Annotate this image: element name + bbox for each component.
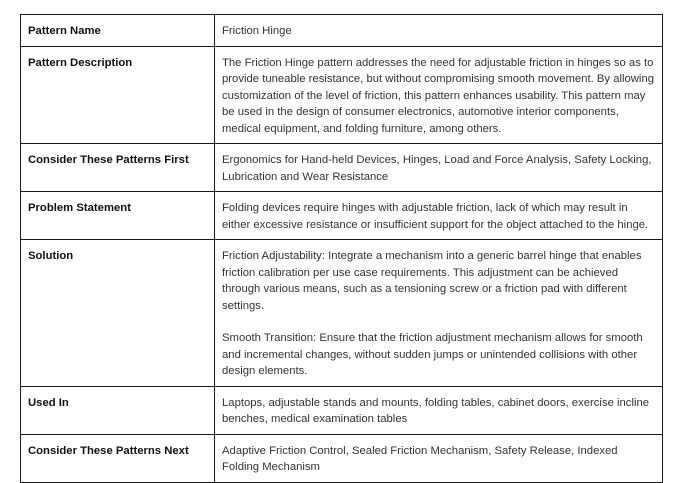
row-value xyxy=(215,192,663,240)
row-value xyxy=(215,386,663,434)
value-text: Smooth Transition: Ensure that the friction adjustment mechanism allows for smooth and incremental changes, without sudden jumps or unintended collisions with other design elements. xyxy=(222,332,643,377)
value-text: Friction Hinge xyxy=(222,25,292,37)
value-text: Folding devices require hinges with adjustable friction, lack of which may result in either excessive resistance or insufficient support for the object attached to the hinge. xyxy=(222,202,649,231)
row-consider-next xyxy=(21,434,663,482)
value-text: Adaptive Friction Control, Sealed Friction Mechanism, Safety Release, Indexed Folding Mechanism xyxy=(222,444,618,473)
row-value xyxy=(215,144,663,192)
row-label: Solution xyxy=(21,240,215,387)
row-pattern-name xyxy=(21,15,663,47)
row-label: Used In xyxy=(21,386,215,434)
row-label: Pattern Name xyxy=(21,15,215,47)
row-label: Consider These Patterns Next xyxy=(21,434,215,482)
row-pattern-description xyxy=(21,46,663,144)
row-label: Pattern Description xyxy=(21,46,215,144)
row-value xyxy=(215,15,663,47)
row-used-in xyxy=(21,386,663,434)
value-text: Friction Adjustability: Integrate a mechanism into a generic barrel hinge that enables friction calibration per use case requirements. This adjustment can be achieved through various means, such as a tensioning screw or a friction pad with different settings. xyxy=(222,250,642,312)
row-problem-statement xyxy=(21,192,663,240)
value-text: Ergonomics for Hand-held Devices, Hinges, Load and Force Analysis, Safety Locking, Lubrication and Wear Resistance xyxy=(222,154,652,183)
row-value xyxy=(215,434,663,482)
pattern-table xyxy=(20,14,663,483)
pattern-card xyxy=(20,14,663,483)
value-text: Laptops, adjustable stands and mounts, folding tables, cabinet doors, exercise incline benches, medical examination tables xyxy=(222,396,650,425)
row-value xyxy=(215,46,663,144)
value-text: The Friction Hinge pattern addresses the need for adjustable friction in hinges so as to provide tuneable resistance, but without compromising smooth movement. By allowing customization of the level of friction, this pattern enhances usability. This pattern may be used in the design of consumer electronics, automotive interior components, medical equipment, and folding furniture, among others. xyxy=(222,56,655,135)
row-consider-first xyxy=(21,144,663,192)
row-label: Problem Statement xyxy=(21,192,215,240)
row-label: Consider These Patterns First xyxy=(21,144,215,192)
row-solution xyxy=(21,240,663,387)
row-value xyxy=(215,240,663,387)
